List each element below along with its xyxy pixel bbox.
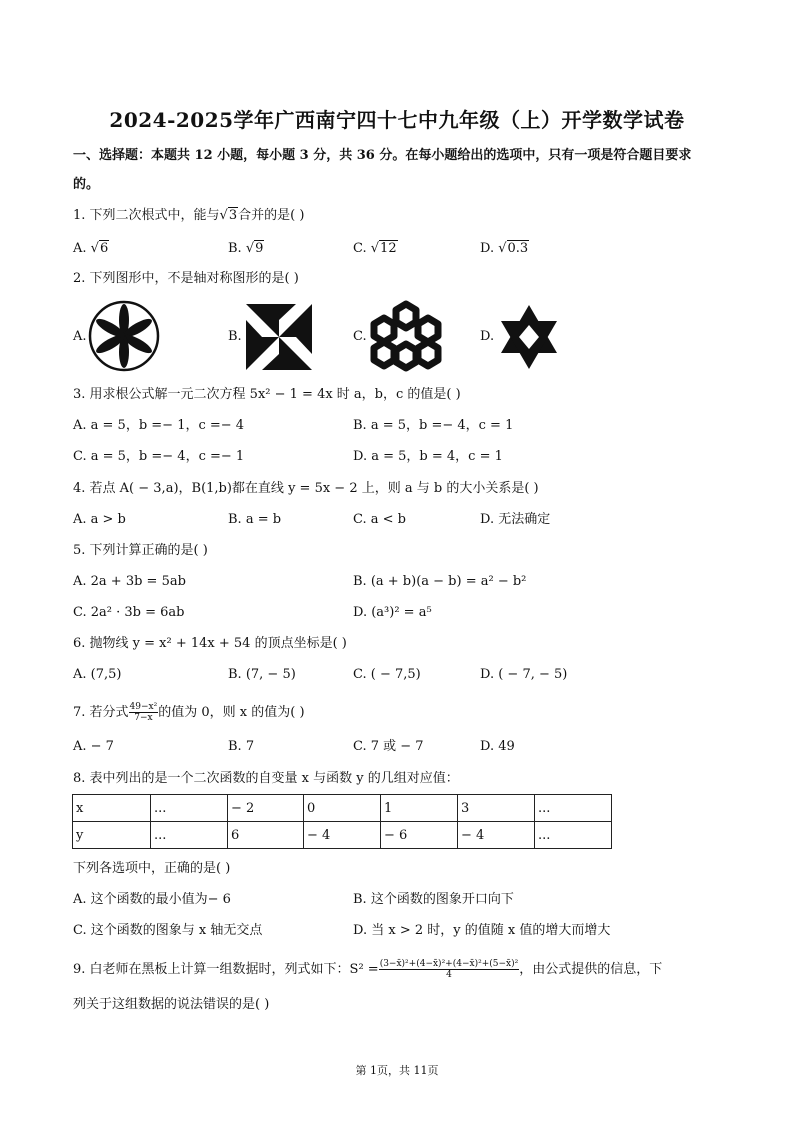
table-cell: ... [151,822,228,849]
q3-option-b: B. a = 5，b =− 4，c = 1 [353,418,514,433]
q1-a-radical: √6 [90,241,109,256]
q8-stem: 8. 表中列出的是一个二次函数的自变量 x 与函数 y 的几组对应值： [73,771,459,786]
q8-value-table [72,794,612,849]
q6-option-c: C. ( − 7,5) [353,667,421,682]
q4-stem: 4. 若点 A( − 3,a)，B(1,b)都在直线 y = 5x − 2 上，则 a 与 b 的大小关系是( ) [73,481,539,496]
q3-stem: 3. 用求根公式解一元二次方程 5x² − 1 = 4x 时 a，b，c 的值是( ) [73,387,461,402]
table-cell: ... [535,822,612,849]
q7-stem-tail: 的值为 0，则 x 的值为( ) [158,705,305,720]
q1-a-radicand: 6 [99,241,109,256]
q1-d-radical: √0.3 [498,241,529,256]
table-cell: 1 [381,795,458,822]
pinwheel-figure [246,304,312,370]
table-cell: − 4 [458,822,535,849]
q5-option-a: A. 2a + 3b = 5ab [73,574,186,589]
q5-option-c: C. 2a² · 3b = 6ab [73,605,185,620]
q8-option-b: B. 这个函数的图象开口向下 [353,892,514,907]
q9-fraction-numerator: (3−x̄)²+(4−x̄)²+(4−x̄)²+(5−x̄)² [379,959,519,969]
q2-option-c-label: C. [353,329,367,344]
q1-option-d [480,240,529,258]
q9-stem-text: 9. 白老师在黑板上计算一组数据时，列式如下：S² = [73,962,379,977]
q7-fraction-numerator: 49−x² [129,702,158,712]
q1-b-radical: √9 [245,241,264,256]
table-cell: x [73,795,151,822]
page-title: 2024-2025学年广西南宁四十七中九年级（上）开学数学试卷 [109,108,685,132]
q1-option-c [353,240,398,258]
table-cell: − 2 [228,795,304,822]
q7-fraction [129,702,159,723]
q1-c-label: C. [353,241,371,256]
q7-option-a: A. − 7 [73,739,114,754]
q3-option-c: C. a = 5，b =− 4，c =− 1 [73,449,245,464]
q2-option-b-label: B. [228,329,242,344]
section-heading-line2: 的。 [73,177,100,192]
q6-stem: 6. 抛物线 y = x² + 14x + 54 的顶点坐标是( ) [73,636,347,651]
q6-option-d: D. ( − 7, − 5) [480,667,568,682]
q1-d-radicand: 0.3 [507,241,529,256]
q7-option-c: C. 7 或 − 7 [353,739,424,754]
q3-option-d: D. a = 5，b = 4，c = 1 [353,449,503,464]
q2-option-a-label: A. [73,329,87,344]
q1-b-radicand: 9 [255,241,264,256]
q1-d-label: D. [480,241,499,256]
q2-option-d-label: D. [480,329,495,344]
q4-option-c: C. a < b [353,512,406,527]
q1-c-radicand: 12 [380,241,397,256]
q1-b-label: B. [228,241,246,256]
q8-option-a: A. 这个函数的最小值为− 6 [73,892,231,907]
q6-option-b: B. (7, − 5) [228,667,296,682]
page-footer: 第 1页，共 11页 [355,1064,439,1077]
q7-option-b: B. 7 [228,739,255,754]
table-cell: 6 [228,822,304,849]
q7-option-d: D. 49 [480,739,515,754]
q1-stem-text: 1. 下列二次根式中，能与 [73,208,220,223]
q4-option-b: B. a = b [228,512,282,527]
q4-option-a: A. a > b [73,512,126,527]
q8-option-c: C. 这个函数的图象与 x 轴无交点 [73,923,263,938]
q1-option-a [73,240,109,258]
q1-option-b [228,240,264,258]
table-cell: ... [535,795,612,822]
q9-fraction [379,959,520,980]
q1-stem-radical: √3 [219,208,238,223]
table-cell: 3 [458,795,535,822]
table-cell: − 4 [304,822,381,849]
q1-stem-tail: 合并的是( ) [238,208,305,223]
table-cell: ... [151,795,228,822]
q7-stem-text: 7. 若分式 [73,705,129,720]
q2-stem: 2. 下列图形中，不是轴对称图形的是( ) [73,271,299,286]
table-cell: 0 [304,795,381,822]
q8-option-d: D. 当 x > 2 时，y 的值随 x 值的增大而增大 [353,923,611,938]
q1-stem-radicand: 3 [228,208,238,223]
star-of-david-figure [498,303,560,371]
q1-a-label: A. [73,241,91,256]
q3-option-a: A. a = 5，b =− 1，c =− 4 [73,418,245,433]
q9-stem-tail: ，由公式提供的信息，下 [519,962,663,977]
q5-option-b: B. (a + b)(a − b) = a² − b² [353,574,527,589]
table-row [73,822,612,849]
q9-stem [73,959,662,980]
q8-prompt: 下列各选项中，正确的是( ) [73,861,231,876]
table-cell: − 6 [381,822,458,849]
q6-option-a: A. (7,5) [73,667,122,682]
hexagon-ring-figure [366,298,446,374]
q7-fraction-denominator: 7−x [134,713,153,723]
q5-option-d: D. (a³)² = a⁵ [353,605,432,620]
q1-c-radical: √12 [370,241,397,256]
flower-circle-figure [88,300,160,372]
table-row [73,795,612,822]
q1-stem [73,207,304,225]
q9-stem-line2: 列关于这组数据的说法错误的是( ) [73,997,270,1012]
q9-fraction-denominator: 4 [446,970,452,980]
q4-option-d: D. 无法确定 [480,512,551,527]
q5-stem: 5. 下列计算正确的是( ) [73,543,208,558]
table-cell: y [73,822,151,849]
q7-stem [73,702,305,723]
section-heading-line1: 一、选择题：本题共 12 小题，每小题 3 分，共 36 分。在每小题给出的选项中，只有一项是符合题目要求 [73,148,692,163]
